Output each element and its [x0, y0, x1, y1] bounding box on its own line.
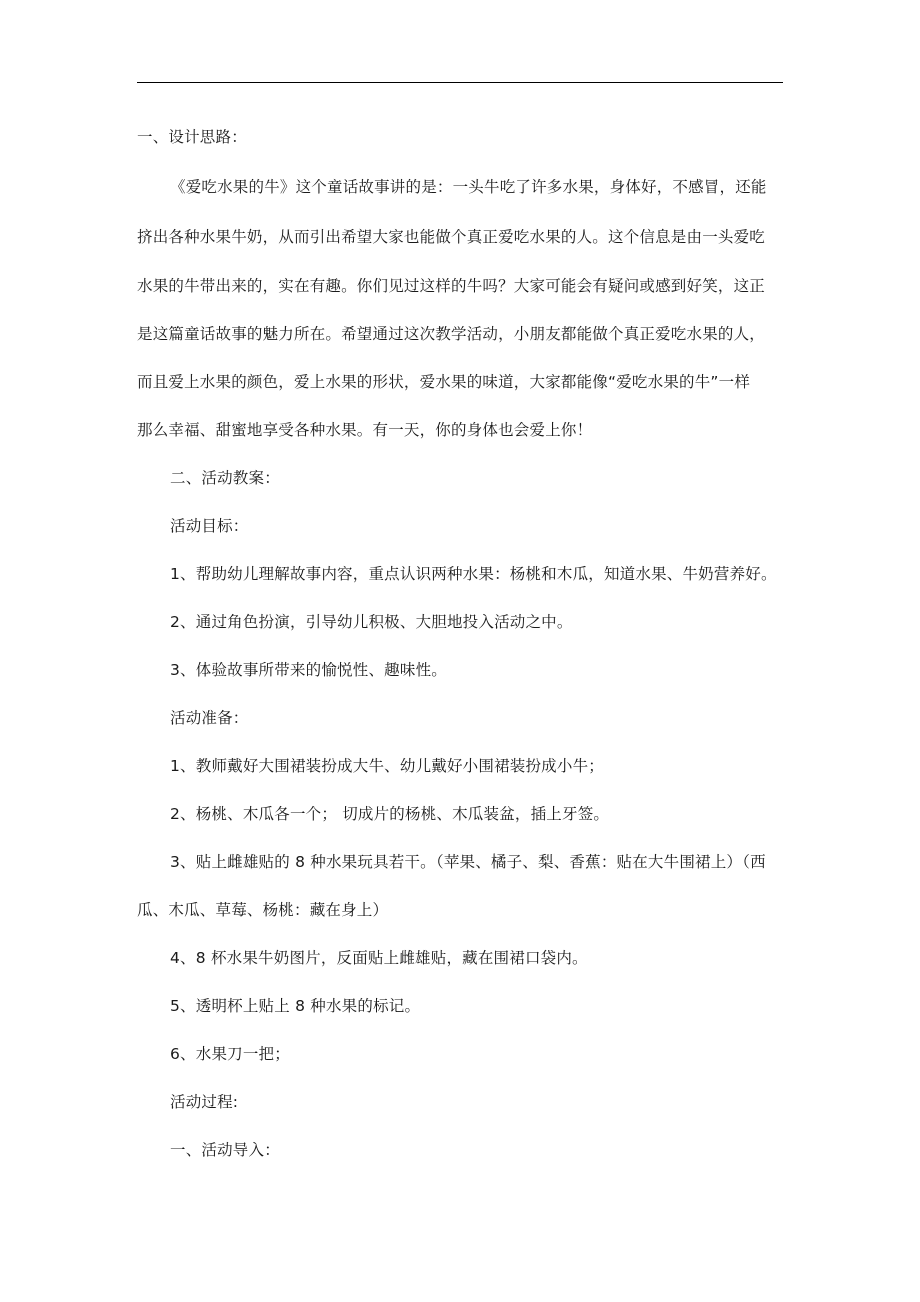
- paragraph-line: 水果的牛带出来的，实在有趣。你们见过这样的牛吗？大家可能会有疑问或感到好笑，这正: [137, 277, 766, 295]
- subheading-goals: 活动目标：: [170, 517, 249, 535]
- section-heading-plan: 二、活动教案：: [170, 469, 280, 487]
- list-item: 3、体验故事所带来的愉悦性、趣味性。: [170, 661, 447, 679]
- subheading-process: 活动过程:: [170, 1093, 239, 1111]
- list-item-continuation: 瓜、木瓜、草莓、杨桃：藏在身上）: [137, 901, 389, 919]
- paragraph-line: 而且爱上水果的颜色，爱上水果的形状，爱水果的味道，大家都能像“爱吃水果的牛”一样: [137, 373, 751, 391]
- list-item: 2、通过角色扮演，引导幼儿积极、大胆地投入活动之中。: [170, 613, 573, 631]
- paragraph-line: 挤出各种水果牛奶，从而引出希望大家也能做个真正爱吃水果的人。这个信息是由一头爱吃: [137, 228, 766, 246]
- paragraph-line: 《爱吃水果的牛》这个童话故事讲的是：一头牛吃了许多水果，身体好，不感冒，还能: [170, 178, 767, 196]
- section-heading-design: 一、设计思路：: [137, 128, 247, 146]
- list-item: 1、帮助幼儿理解故事内容，重点认识两种水果：杨桃和木瓜，知道水果、牛奶营养好。: [170, 565, 777, 583]
- paragraph-line: 那么幸福、甜蜜地享受各种水果。有一天，你的身体也会爱上你！: [137, 421, 593, 439]
- list-item: 6、水果刀一把；: [170, 1045, 290, 1063]
- list-item: 2、杨桃、木瓜各一个； 切成片的杨桃、木瓜装盆，插上牙签。: [170, 805, 610, 823]
- list-item: 4、8 杯水果牛奶图片，反面贴上雌雄贴，藏在围裙口袋内。: [170, 949, 588, 967]
- subheading-preparation: 活动准备：: [170, 709, 249, 727]
- list-item: 1、教师戴好大围裙装扮成大牛、幼儿戴好小围裙装扮成小牛；: [170, 757, 604, 775]
- list-item: 5、透明杯上贴上 8 种水果的标记。: [170, 997, 421, 1015]
- list-item: 3、贴上雌雄贴的 8 种水果玩具若干。（苹果、橘子、梨、香蕉：贴在大牛围裙上）（西: [170, 853, 766, 871]
- header-rule: [137, 82, 783, 83]
- paragraph-line: 是这篇童话故事的魅力所在。希望通过这次教学活动，小朋友都能做个真正爱吃水果的人，: [137, 325, 766, 343]
- subheading-intro: 一、活动导入：: [170, 1141, 280, 1159]
